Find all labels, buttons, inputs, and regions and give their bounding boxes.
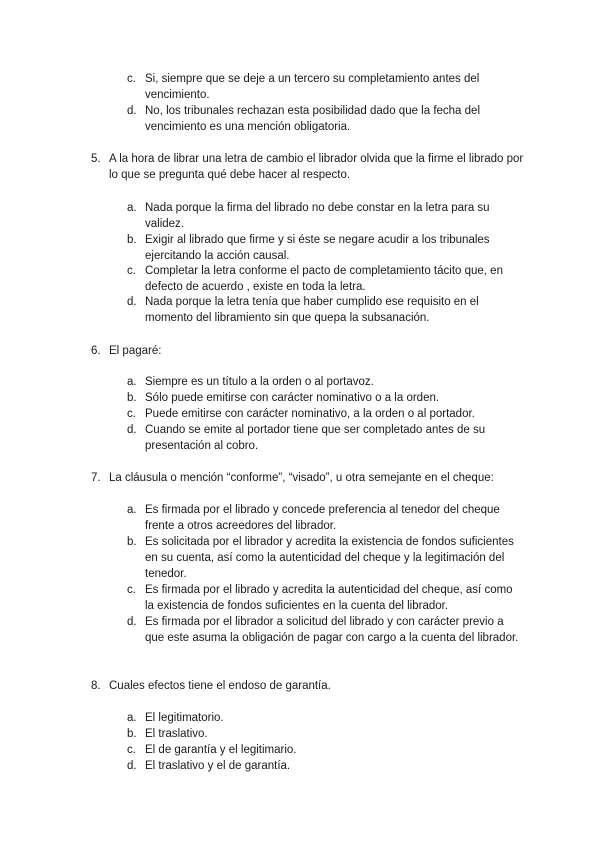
q7-option-c xyxy=(127,582,522,614)
q4-option-c xyxy=(127,71,522,103)
q8-option-c xyxy=(127,742,522,758)
q6-option-a xyxy=(127,374,522,390)
q7-option-d xyxy=(127,614,522,646)
option-letter: b. xyxy=(127,234,137,246)
question-6 xyxy=(91,343,531,359)
option-letter: a. xyxy=(127,376,137,388)
q6-option-b xyxy=(127,390,522,406)
q5-option-d xyxy=(127,294,522,326)
question-text: Cuales efectos tiene el endoso de garantía. xyxy=(109,680,331,692)
option-text: El traslativo. xyxy=(145,728,208,740)
option-text: Es firmada por el librado y concede preferencia al tenedor del cheque frente a otros acreedores del librador. xyxy=(145,504,500,532)
option-letter: a. xyxy=(127,202,137,214)
q5-option-a xyxy=(127,200,522,232)
q8-option-a xyxy=(127,710,522,726)
option-letter: c. xyxy=(127,408,136,420)
question-text: La cláusula o mención “conforme”, “visado”, u otra semejante en el cheque: xyxy=(109,472,494,484)
option-text: Sólo puede emitirse con carácter nominativo o a la orden. xyxy=(145,392,440,404)
q8-option-d xyxy=(127,758,522,774)
option-letter: a. xyxy=(127,504,137,516)
option-letter: d. xyxy=(127,424,137,436)
question-number: 5. xyxy=(91,153,101,165)
option-letter: b. xyxy=(127,728,137,740)
q5-option-c xyxy=(127,263,522,295)
option-letter: b. xyxy=(127,536,137,548)
option-text: Es firmada por el librado y acredita la autenticidad del cheque, así como la existencia de fondos suficientes en la cuenta del librador. xyxy=(145,584,513,612)
option-letter: c. xyxy=(127,73,136,85)
q5-option-b xyxy=(127,232,522,264)
option-text: No, los tribunales rechazan esta posibilidad dado que la fecha del vencimiento es una mención obligatoria. xyxy=(145,105,480,133)
q4-option-d xyxy=(127,103,522,135)
option-letter: c. xyxy=(127,584,136,596)
question-text: A la hora de librar una letra de cambio el librador olvida que la firme el librado por lo que se pregunta qué debe hacer al respecto. xyxy=(109,153,524,181)
question-5 xyxy=(91,151,531,183)
option-letter: d. xyxy=(127,105,137,117)
option-text: El de garantía y el legitimario. xyxy=(145,744,297,756)
question-number: 7. xyxy=(91,472,101,484)
question-number: 8. xyxy=(91,680,101,692)
q7-option-a xyxy=(127,502,522,534)
option-letter: b. xyxy=(127,392,137,404)
question-7 xyxy=(91,470,531,486)
option-letter: d. xyxy=(127,296,137,308)
option-letter: d. xyxy=(127,760,137,772)
question-number: 6. xyxy=(91,345,101,357)
option-letter: c. xyxy=(127,744,136,756)
option-text: Siempre es un título a la orden o al portavoz. xyxy=(145,376,374,388)
option-text: Es solicitada por el librador y acredita la existencia de fondos suficientes en su cuenta, así como la autenticidad del cheque y la legitimación del tenedor. xyxy=(145,536,514,580)
option-text: Puede emitirse con carácter nominativo, a la orden o al portador. xyxy=(145,408,475,420)
option-text: Cuando se emite al portador tiene que ser completado antes de su presentación al cobro. xyxy=(145,424,486,452)
q8-option-b xyxy=(127,726,522,742)
option-letter: d. xyxy=(127,616,137,628)
option-text: Exigir al librado que firme y si éste se negare acudir a los tribunales ejercitando la acción causal. xyxy=(145,234,490,262)
question-text: El pagaré: xyxy=(109,345,162,357)
q6-option-d xyxy=(127,422,522,454)
option-text: Completar la letra conforme el pacto de completamiento tácito que, en defecto de acuerdo , existe en toda la letra. xyxy=(145,265,503,293)
option-text: El traslativo y el de garantía. xyxy=(145,760,291,772)
q6-option-c xyxy=(127,406,522,422)
option-text: El legitimatorio. xyxy=(145,712,224,724)
option-text: Nada porque la letra tenía que haber cumplido ese requisito en el momento del libramiento sin que quepa la subsanación. xyxy=(145,296,479,324)
option-text: Nada porque la firma del librado no debe constar en la letra para su validez. xyxy=(145,202,490,230)
option-letter: a. xyxy=(127,712,137,724)
option-letter: c. xyxy=(127,265,136,277)
q7-option-b xyxy=(127,534,522,582)
question-8 xyxy=(91,678,531,694)
option-text: Si, siempre que se deje a un tercero su completamiento antes del vencimiento. xyxy=(145,73,480,101)
option-text: Es firmada por el librador a solicitud del librado y con carácter previo a que este asuma la obligación de pagar con cargo a la cuenta del librador. xyxy=(145,616,519,644)
